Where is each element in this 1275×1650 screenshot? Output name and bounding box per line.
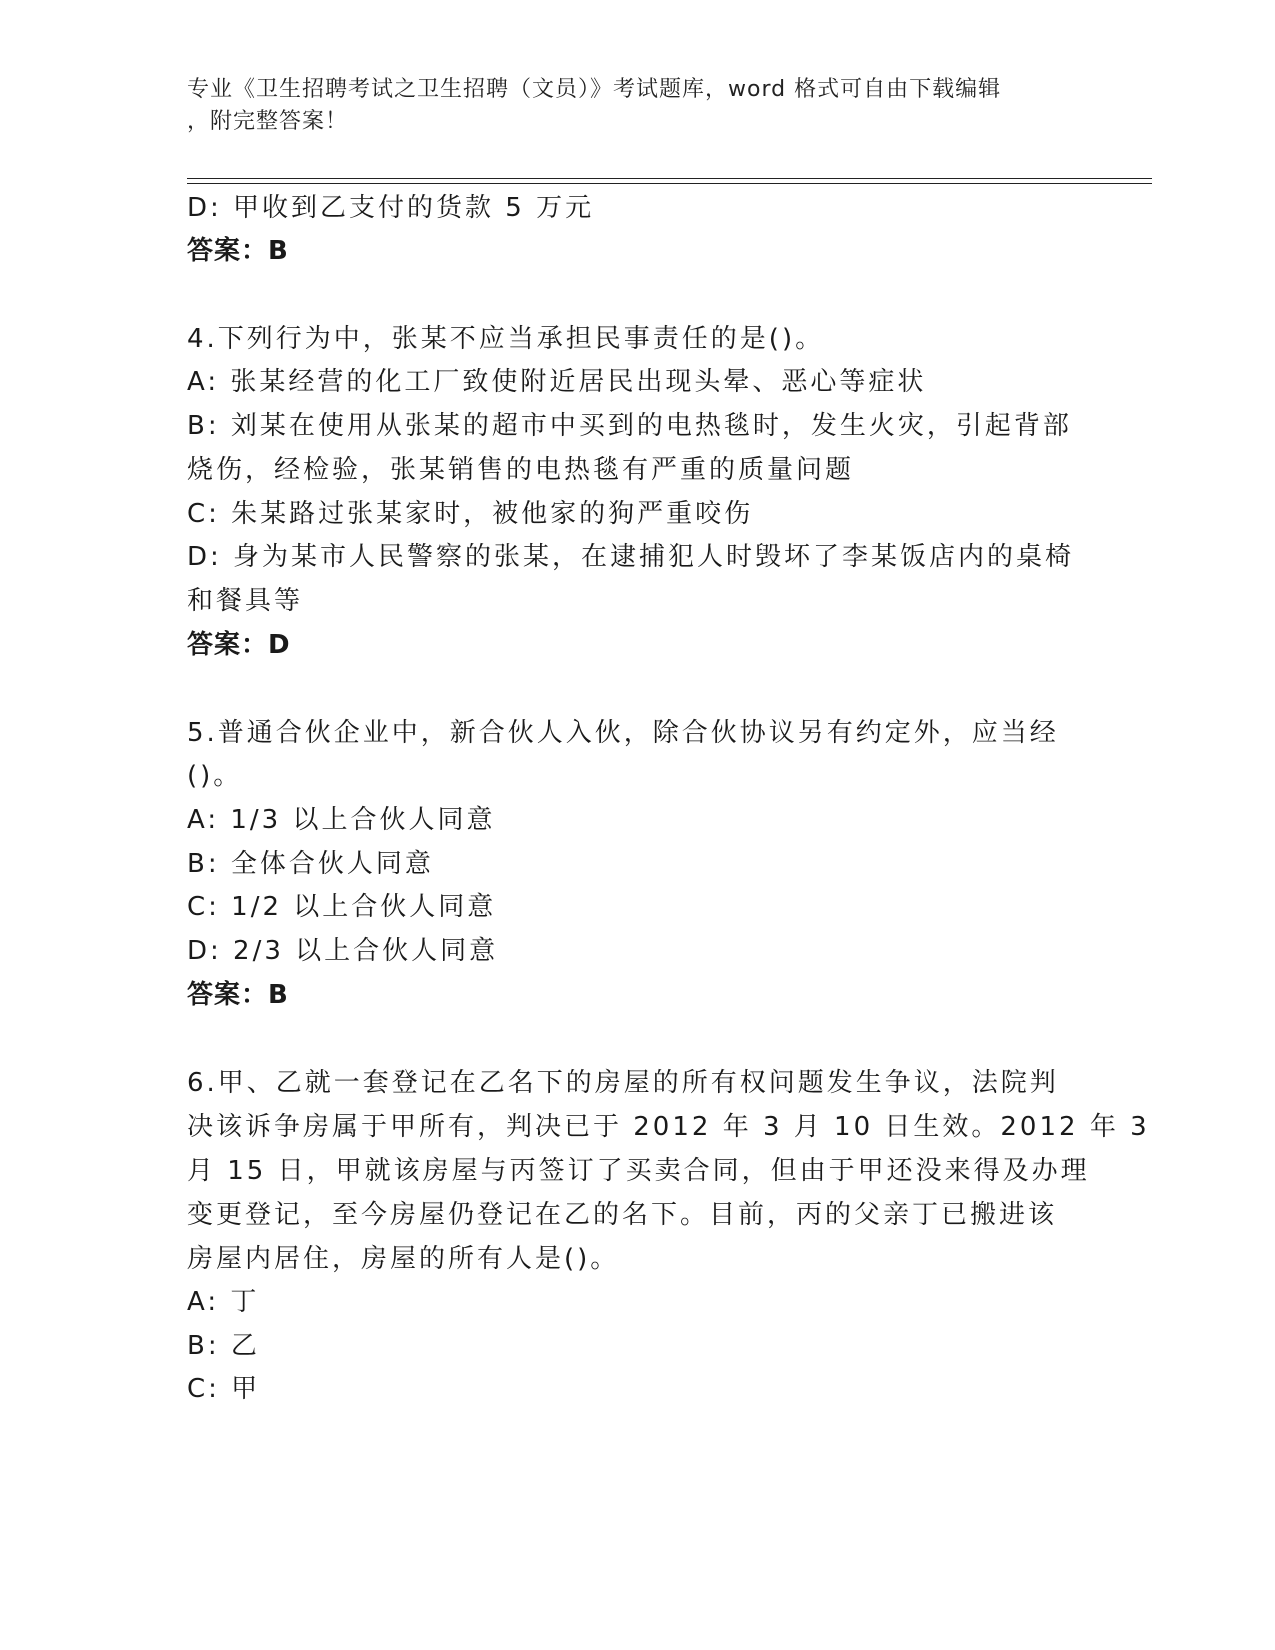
q6-option-b: B: 乙 [187, 1331, 260, 1361]
header-rule-bottom [187, 183, 1152, 184]
q4-option-c: C: 朱某路过张某家时，被他家的狗严重咬伤 [187, 499, 754, 529]
q4-option-b-line1: B: 刘某在使用从张某的超市中买到的电热毯时，发生火灾，引起背部 [187, 411, 1072, 441]
header-line-2: ，附完整答案！ [187, 109, 349, 134]
q5-question-line2: ()。 [187, 761, 243, 791]
header-rule-top [187, 178, 1152, 179]
q4-option-a: A: 张某经营的化工厂致使附近居民出现头晕、恶心等症状 [187, 367, 927, 397]
q6-option-a: A: 丁 [187, 1287, 260, 1317]
q5-answer: 答案：B [187, 980, 289, 1010]
q6-question-line4: 变更登记，至今房屋仍登记在乙的名下。目前，丙的父亲丁已搬进该 [187, 1200, 1058, 1230]
q3-answer: 答案：B [187, 236, 289, 266]
q5-option-d: D: 2/3 以上合伙人同意 [187, 936, 499, 966]
q4-option-d-line2: 和餐具等 [187, 586, 304, 616]
q4-option-d-line1: D: 身为某市人民警察的张某，在逮捕犯人时毁坏了李某饭店内的桌椅 [187, 542, 1075, 572]
q6-question-line1: 6.甲、乙就一套登记在乙名下的房屋的所有权问题发生争议，法院判 [187, 1068, 1059, 1098]
q5-option-a: A: 1/3 以上合伙人同意 [187, 805, 496, 835]
document-header [187, 74, 1067, 138]
q4-question: 4.下列行为中，张某不应当承担民事责任的是()。 [187, 324, 825, 354]
q4-answer: 答案：D [187, 630, 291, 660]
q4-option-b-line2: 烧伤，经检验，张某销售的电热毯有严重的质量问题 [187, 455, 855, 485]
header-line-1: 专业《卫生招聘考试之卫生招聘（文员）》考试题库，word 格式可自由下载编辑 [187, 77, 1002, 102]
q6-option-c: C: 甲 [187, 1374, 261, 1404]
q6-question-line5: 房屋内居住，房屋的所有人是()。 [187, 1244, 620, 1274]
q5-option-c: C: 1/2 以上合伙人同意 [187, 892, 497, 922]
q3-option-d: D: 甲收到乙支付的货款 5 万元 [187, 193, 595, 223]
q5-question-line1: 5.普通合伙企业中，新合伙人入伙，除合伙协议另有约定外，应当经 [187, 718, 1059, 748]
q6-question-line2: 决该诉争房属于甲所有，判决已于 2012 年 3 月 10 日生效。2012 年 3 [187, 1112, 1150, 1142]
q6-question-line3: 月 15 日，甲就该房屋与丙签订了买卖合同，但由于甲还没来得及办理 [187, 1156, 1090, 1186]
q5-option-b: B: 全体合伙人同意 [187, 849, 434, 879]
